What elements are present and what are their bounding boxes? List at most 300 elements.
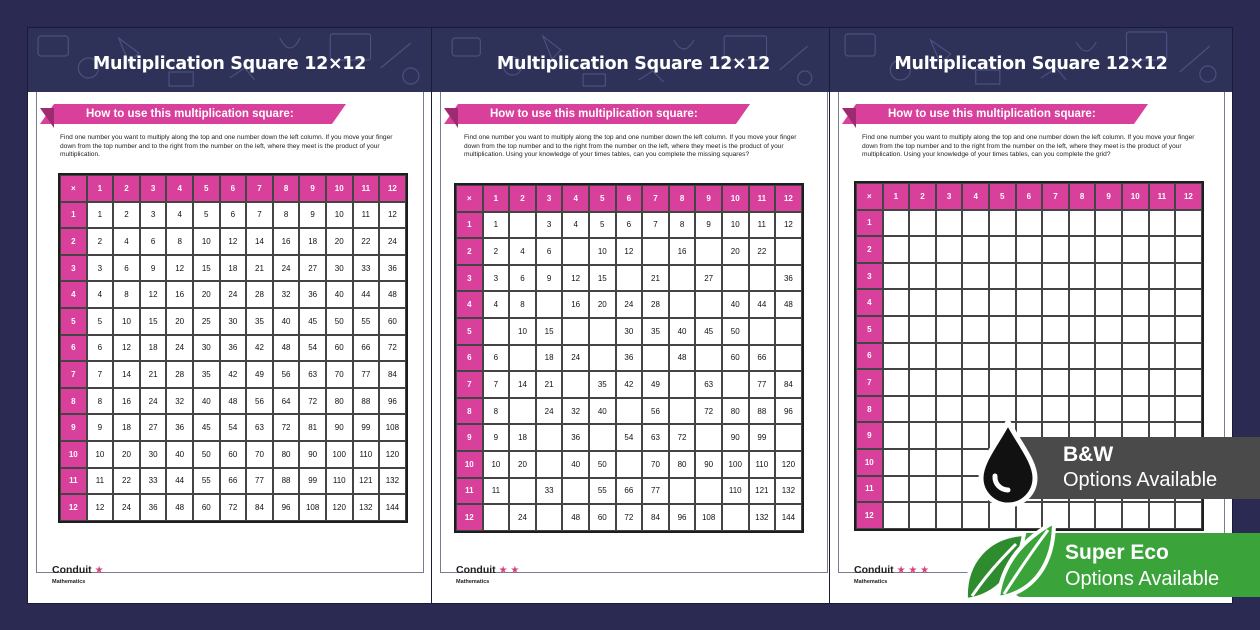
grid-cell[interactable] (1016, 263, 1043, 290)
grid-cell[interactable] (1175, 263, 1202, 290)
grid-cell: 20 (589, 291, 616, 318)
grid-cell: 66 (749, 345, 776, 372)
grid-cell[interactable] (1069, 316, 1096, 343)
grid-cell: 70 (326, 361, 353, 388)
grid-row (456, 398, 802, 425)
grid-cell[interactable] (883, 236, 910, 263)
grid-cell: 40 (193, 388, 220, 415)
grid-cell: 84 (775, 371, 802, 398)
grid-cell: 60 (589, 504, 616, 531)
grid-header-cell: 10 (60, 441, 87, 468)
grid-cell[interactable] (936, 210, 963, 237)
grid-cell[interactable] (883, 289, 910, 316)
grid-cell[interactable] (909, 316, 936, 343)
grid-cell[interactable] (962, 343, 989, 370)
grid-cell: 45 (695, 318, 722, 345)
grid-cell: 40 (326, 281, 353, 308)
grid-cell[interactable] (1069, 263, 1096, 290)
grid-cell: 1 (483, 212, 510, 239)
worksheet-title: Multiplication Square 12×12 (496, 54, 771, 74)
grid-cell: 44 (749, 291, 776, 318)
grid-cell[interactable] (1149, 236, 1176, 263)
grid-cell[interactable] (1042, 343, 1069, 370)
grid-cell[interactable] (616, 451, 643, 478)
grid-cell: 22 (749, 238, 776, 265)
grid-cell[interactable] (562, 478, 589, 505)
grid-row (856, 263, 1202, 290)
grid-cell: 54 (220, 414, 247, 441)
grid-cell[interactable] (1122, 343, 1149, 370)
grid-cell[interactable] (1149, 289, 1176, 316)
grid-cell[interactable] (1095, 263, 1122, 290)
grid-header-cell: 2 (113, 175, 140, 202)
grid-cell[interactable] (669, 265, 696, 292)
grid-cell[interactable] (883, 422, 910, 449)
grid-cell[interactable] (1175, 210, 1202, 237)
grid-cell[interactable] (1175, 502, 1202, 529)
grid-cell[interactable] (883, 396, 910, 423)
grid-cell[interactable] (1122, 263, 1149, 290)
brand-subject: Mathematics (456, 579, 490, 585)
grid-cell[interactable] (989, 236, 1016, 263)
grid-cell[interactable] (962, 316, 989, 343)
grid-cell[interactable] (536, 424, 563, 451)
grid-cell: 20 (326, 228, 353, 255)
grid-cell: 49 (246, 361, 273, 388)
grid-cell[interactable] (695, 238, 722, 265)
grid-row (60, 388, 406, 415)
grid-header-cell: 5 (856, 316, 883, 343)
grid-cell: 8 (87, 388, 114, 415)
title-banner (432, 28, 835, 92)
grid-header-cell: 3 (140, 175, 167, 202)
grid-cell[interactable] (695, 291, 722, 318)
grid-cell[interactable] (509, 345, 536, 372)
grid-cell: 16 (166, 281, 193, 308)
grid-cell[interactable] (883, 476, 910, 503)
grid-cell: 12 (166, 255, 193, 282)
grid-cell[interactable] (989, 210, 1016, 237)
grid-cell: 18 (509, 424, 536, 451)
grid-cell[interactable] (1175, 343, 1202, 370)
section-heading: How to use this multiplication square: (86, 108, 294, 120)
grid-cell: 28 (246, 281, 273, 308)
brand-subject: Mathematics (854, 579, 888, 585)
grid-cell[interactable] (936, 343, 963, 370)
grid-cell[interactable] (909, 396, 936, 423)
grid-cell: 144 (775, 504, 802, 531)
grid-cell[interactable] (1095, 289, 1122, 316)
bw-badge-subtitle: Options Available (1063, 469, 1218, 491)
grid-cell[interactable] (1149, 396, 1176, 423)
grid-cell[interactable] (909, 343, 936, 370)
grid-cell[interactable] (1042, 396, 1069, 423)
grid-header-row (856, 183, 1202, 210)
grid-cell: 28 (166, 361, 193, 388)
grid-cell: 15 (193, 255, 220, 282)
grid-cell: 50 (326, 308, 353, 335)
grid-cell[interactable] (1095, 396, 1122, 423)
grid-cell: 18 (113, 414, 140, 441)
grid-cell: 20 (722, 238, 749, 265)
grid-cell[interactable] (936, 263, 963, 290)
grid-cell[interactable] (509, 478, 536, 505)
grid-header-cell: 5 (989, 183, 1016, 210)
grid-cell[interactable] (1016, 316, 1043, 343)
grid-cell: 100 (722, 451, 749, 478)
grid-cell: 24 (140, 388, 167, 415)
grid-cell: 12 (775, 212, 802, 239)
grid-cell: 84 (379, 361, 406, 388)
grid-cell[interactable] (483, 318, 510, 345)
grid-cell[interactable] (1095, 502, 1122, 529)
grid-cell: 132 (353, 494, 380, 521)
grid-cell[interactable] (669, 398, 696, 425)
grid-cell[interactable] (1069, 396, 1096, 423)
grid-cell: 32 (166, 388, 193, 415)
grid-cell: 144 (379, 494, 406, 521)
grid-cell[interactable] (509, 398, 536, 425)
grid-cell[interactable] (909, 502, 936, 529)
grid-cell: 72 (669, 424, 696, 451)
grid-cell[interactable] (936, 476, 963, 503)
grid-header-cell: 8 (60, 388, 87, 415)
grid-cell[interactable] (1149, 210, 1176, 237)
grid-cell[interactable] (883, 263, 910, 290)
grid-cell[interactable] (936, 289, 963, 316)
grid-cell[interactable] (536, 291, 563, 318)
grid-cell[interactable] (883, 316, 910, 343)
grid-header-cell: 10 (856, 449, 883, 476)
grid-cell[interactable] (1016, 289, 1043, 316)
grid-cell[interactable] (962, 263, 989, 290)
grid-cell[interactable] (1122, 502, 1149, 529)
grid-cell[interactable] (562, 371, 589, 398)
grid-cell[interactable] (936, 369, 963, 396)
grid-cell[interactable] (962, 369, 989, 396)
grid-cell[interactable] (1175, 236, 1202, 263)
grid-cell[interactable] (1042, 210, 1069, 237)
brand-name: Conduit (52, 564, 92, 576)
grid-cell[interactable] (909, 369, 936, 396)
grid-cell[interactable] (642, 345, 669, 372)
grid-cell[interactable] (1095, 316, 1122, 343)
grid-cell: 64 (273, 388, 300, 415)
grid-cell[interactable] (589, 424, 616, 451)
bw-options-badge[interactable] (1015, 437, 1260, 499)
grid-cell[interactable] (909, 289, 936, 316)
grid-cell[interactable] (1042, 289, 1069, 316)
grid-header-cell: 7 (456, 371, 483, 398)
grid-header-cell: 9 (695, 185, 722, 212)
grid-cell[interactable] (1175, 289, 1202, 316)
grid-row (60, 441, 406, 468)
grid-cell: 90 (695, 451, 722, 478)
grid-cell[interactable] (1042, 316, 1069, 343)
grid-cell[interactable] (1149, 502, 1176, 529)
grid-cell[interactable] (749, 318, 776, 345)
grid-cell: 108 (695, 504, 722, 531)
grid-cell: 66 (616, 478, 643, 505)
grid-cell: 99 (749, 424, 776, 451)
grid-cell[interactable] (1175, 369, 1202, 396)
grid-cell[interactable] (909, 449, 936, 476)
grid-cell: 42 (616, 371, 643, 398)
grid-cell[interactable] (509, 212, 536, 239)
grid-cell[interactable] (722, 371, 749, 398)
grid-cell: 33 (140, 468, 167, 495)
grid-header-cell: 1 (883, 183, 910, 210)
grid-row (60, 228, 406, 255)
grid-cell: 48 (273, 335, 300, 362)
grid-cell[interactable] (989, 289, 1016, 316)
grid-cell: 44 (166, 468, 193, 495)
ink-drop-icon (973, 418, 1043, 510)
grid-cell[interactable] (1016, 236, 1043, 263)
grid-cell[interactable] (1175, 316, 1202, 343)
grid-cell[interactable] (1122, 396, 1149, 423)
grid-cell[interactable] (962, 210, 989, 237)
grid-cell: 28 (642, 291, 669, 318)
grid-cell: 88 (273, 468, 300, 495)
grid-cell[interactable] (1042, 369, 1069, 396)
grid-cell[interactable] (989, 263, 1016, 290)
multiplication-grid (58, 173, 408, 523)
grid-header-cell: 6 (60, 335, 87, 362)
grid-cell[interactable] (562, 318, 589, 345)
grid-cell[interactable] (1149, 316, 1176, 343)
grid-cell: 72 (220, 494, 247, 521)
grid-cell: 1 (87, 202, 114, 229)
grid-cell[interactable] (883, 343, 910, 370)
grid-cell: 40 (562, 451, 589, 478)
grid-cell[interactable] (909, 263, 936, 290)
grid-header-cell: 7 (60, 361, 87, 388)
grid-row (60, 202, 406, 229)
grid-cell[interactable] (483, 504, 510, 531)
grid-cell: 35 (193, 361, 220, 388)
grid-cell[interactable] (909, 422, 936, 449)
grid-header-cell: 10 (456, 451, 483, 478)
grid-cell: 40 (669, 318, 696, 345)
grid-header-cell: 8 (456, 398, 483, 425)
grid-cell: 96 (379, 388, 406, 415)
grid-cell[interactable] (775, 345, 802, 372)
grid-cell[interactable] (936, 316, 963, 343)
grid-cell: 18 (140, 335, 167, 362)
grid-cell: 15 (589, 265, 616, 292)
grid-cell[interactable] (536, 504, 563, 531)
grid-cell[interactable] (1016, 210, 1043, 237)
brand-subject: Mathematics (52, 579, 86, 585)
grid-header-cell: 3 (536, 185, 563, 212)
grid-cell: 4 (113, 228, 140, 255)
grid-cell: 80 (669, 451, 696, 478)
grid-cell[interactable] (883, 449, 910, 476)
worksheet-preview-2[interactable] (432, 28, 835, 603)
grid-cell[interactable] (1122, 236, 1149, 263)
grid-cell[interactable] (722, 504, 749, 531)
grid-cell[interactable] (1042, 263, 1069, 290)
grid-header-cell: 12 (60, 494, 87, 521)
grid-cell[interactable] (749, 265, 776, 292)
grid-cell: 36 (299, 281, 326, 308)
grid-cell: 72 (273, 414, 300, 441)
grid-cell: 24 (273, 255, 300, 282)
grid-cell: 6 (87, 335, 114, 362)
grid-cell[interactable] (642, 238, 669, 265)
grid-cell[interactable] (883, 369, 910, 396)
grid-cell: 10 (722, 212, 749, 239)
grid-cell: 27 (299, 255, 326, 282)
grid-cell: 48 (562, 504, 589, 531)
grid-cell[interactable] (1095, 343, 1122, 370)
grid-header-cell: 6 (856, 343, 883, 370)
grid-header-cell: 3 (456, 265, 483, 292)
grid-header-cell: 2 (509, 185, 536, 212)
grid-row (856, 289, 1202, 316)
grid-cell[interactable] (1069, 369, 1096, 396)
grid-cell[interactable] (695, 478, 722, 505)
grid-cell[interactable] (669, 291, 696, 318)
grid-cell[interactable] (589, 345, 616, 372)
grid-cell: 63 (299, 361, 326, 388)
grid-cell: 49 (642, 371, 669, 398)
grid-cell[interactable] (589, 318, 616, 345)
grid-header-cell: 11 (1149, 183, 1176, 210)
grid-cell[interactable] (883, 502, 910, 529)
grid-cell[interactable] (989, 343, 1016, 370)
grid-cell[interactable] (1175, 396, 1202, 423)
grid-cell[interactable] (695, 345, 722, 372)
grid-cell[interactable] (1069, 236, 1096, 263)
grid-cell[interactable] (936, 396, 963, 423)
grid-cell: 4 (166, 202, 193, 229)
grid-row (60, 468, 406, 495)
grid-cell: 20 (166, 308, 193, 335)
grid-cell[interactable] (1122, 316, 1149, 343)
grid-cell: 120 (326, 494, 353, 521)
brand-name: Conduit (854, 564, 894, 576)
grid-cell[interactable] (1122, 210, 1149, 237)
grid-cell: 5 (87, 308, 114, 335)
grid-header-cell: 4 (856, 289, 883, 316)
grid-cell: 42 (246, 335, 273, 362)
grid-cell[interactable] (936, 449, 963, 476)
grid-cell: 27 (140, 414, 167, 441)
grid-cell[interactable] (1149, 263, 1176, 290)
grid-header-cell: 6 (220, 175, 247, 202)
grid-cell[interactable] (1069, 289, 1096, 316)
grid-cell[interactable] (936, 422, 963, 449)
grid-cell: 80 (722, 398, 749, 425)
grid-row (60, 281, 406, 308)
grid-cell[interactable] (616, 265, 643, 292)
grid-cell: 9 (140, 255, 167, 282)
grid-cell: 21 (246, 255, 273, 282)
worksheet-preview-1[interactable] (28, 28, 431, 603)
grid-cell[interactable] (562, 238, 589, 265)
grid-cell[interactable] (1069, 502, 1096, 529)
grid-cell[interactable] (936, 236, 963, 263)
grid-cell[interactable] (616, 398, 643, 425)
grid-cell: 48 (379, 281, 406, 308)
grid-cell[interactable] (775, 318, 802, 345)
grid-cell: 48 (220, 388, 247, 415)
grid-cell[interactable] (775, 424, 802, 451)
grid-cell[interactable] (1122, 289, 1149, 316)
grid-cell[interactable] (722, 265, 749, 292)
grid-cell: 8 (483, 398, 510, 425)
grid-cell[interactable] (1042, 236, 1069, 263)
grid-cell[interactable] (962, 236, 989, 263)
grid-cell[interactable] (669, 478, 696, 505)
grid-cell: 48 (166, 494, 193, 521)
grid-header-cell: 8 (856, 396, 883, 423)
grid-cell[interactable] (962, 289, 989, 316)
grid-cell: 36 (775, 265, 802, 292)
grid-cell[interactable] (883, 210, 910, 237)
grid-cell: 6 (483, 345, 510, 372)
grid-cell[interactable] (1016, 369, 1043, 396)
grid-header-cell: 3 (60, 255, 87, 282)
grid-cell: 22 (353, 228, 380, 255)
grid-cell: 2 (483, 238, 510, 265)
grid-cell: 25 (193, 308, 220, 335)
grid-cell[interactable] (1122, 369, 1149, 396)
grid-cell: 12 (562, 265, 589, 292)
difficulty-stars-icon: ★ ★ ★ (896, 565, 930, 576)
grid-cell: 32 (562, 398, 589, 425)
grid-cell[interactable] (1016, 343, 1043, 370)
grid-cell: 6 (509, 265, 536, 292)
grid-cell[interactable] (1095, 236, 1122, 263)
grid-cell: 56 (246, 388, 273, 415)
grid-cell[interactable] (989, 369, 1016, 396)
grid-cell: 5 (193, 202, 220, 229)
grid-cell[interactable] (1095, 369, 1122, 396)
grid-cell: 108 (379, 414, 406, 441)
grid-cell[interactable] (669, 371, 696, 398)
grid-cell: 63 (246, 414, 273, 441)
grid-cell: 45 (193, 414, 220, 441)
grid-cell[interactable] (909, 476, 936, 503)
grid-header-cell: 9 (856, 422, 883, 449)
grid-header-cell: 7 (856, 369, 883, 396)
grid-cell: 48 (669, 345, 696, 372)
grid-cell[interactable] (1149, 343, 1176, 370)
grid-cell[interactable] (1095, 210, 1122, 237)
grid-cell: 10 (483, 451, 510, 478)
grid-cell[interactable] (909, 236, 936, 263)
grid-header-cell: 9 (60, 414, 87, 441)
grid-cell: 72 (695, 398, 722, 425)
grid-header-cell: 12 (379, 175, 406, 202)
grid-cell: 20 (509, 451, 536, 478)
grid-cell: 4 (87, 281, 114, 308)
grid-cell[interactable] (1069, 210, 1096, 237)
grid-cell[interactable] (909, 210, 936, 237)
grid-cell[interactable] (989, 316, 1016, 343)
grid-cell[interactable] (695, 424, 722, 451)
grid-cell[interactable] (536, 451, 563, 478)
grid-cell[interactable] (1149, 369, 1176, 396)
grid-cell: 24 (536, 398, 563, 425)
grid-cell: 9 (536, 265, 563, 292)
grid-row (456, 212, 802, 239)
grid-cell[interactable] (775, 238, 802, 265)
grid-cell[interactable] (1069, 343, 1096, 370)
